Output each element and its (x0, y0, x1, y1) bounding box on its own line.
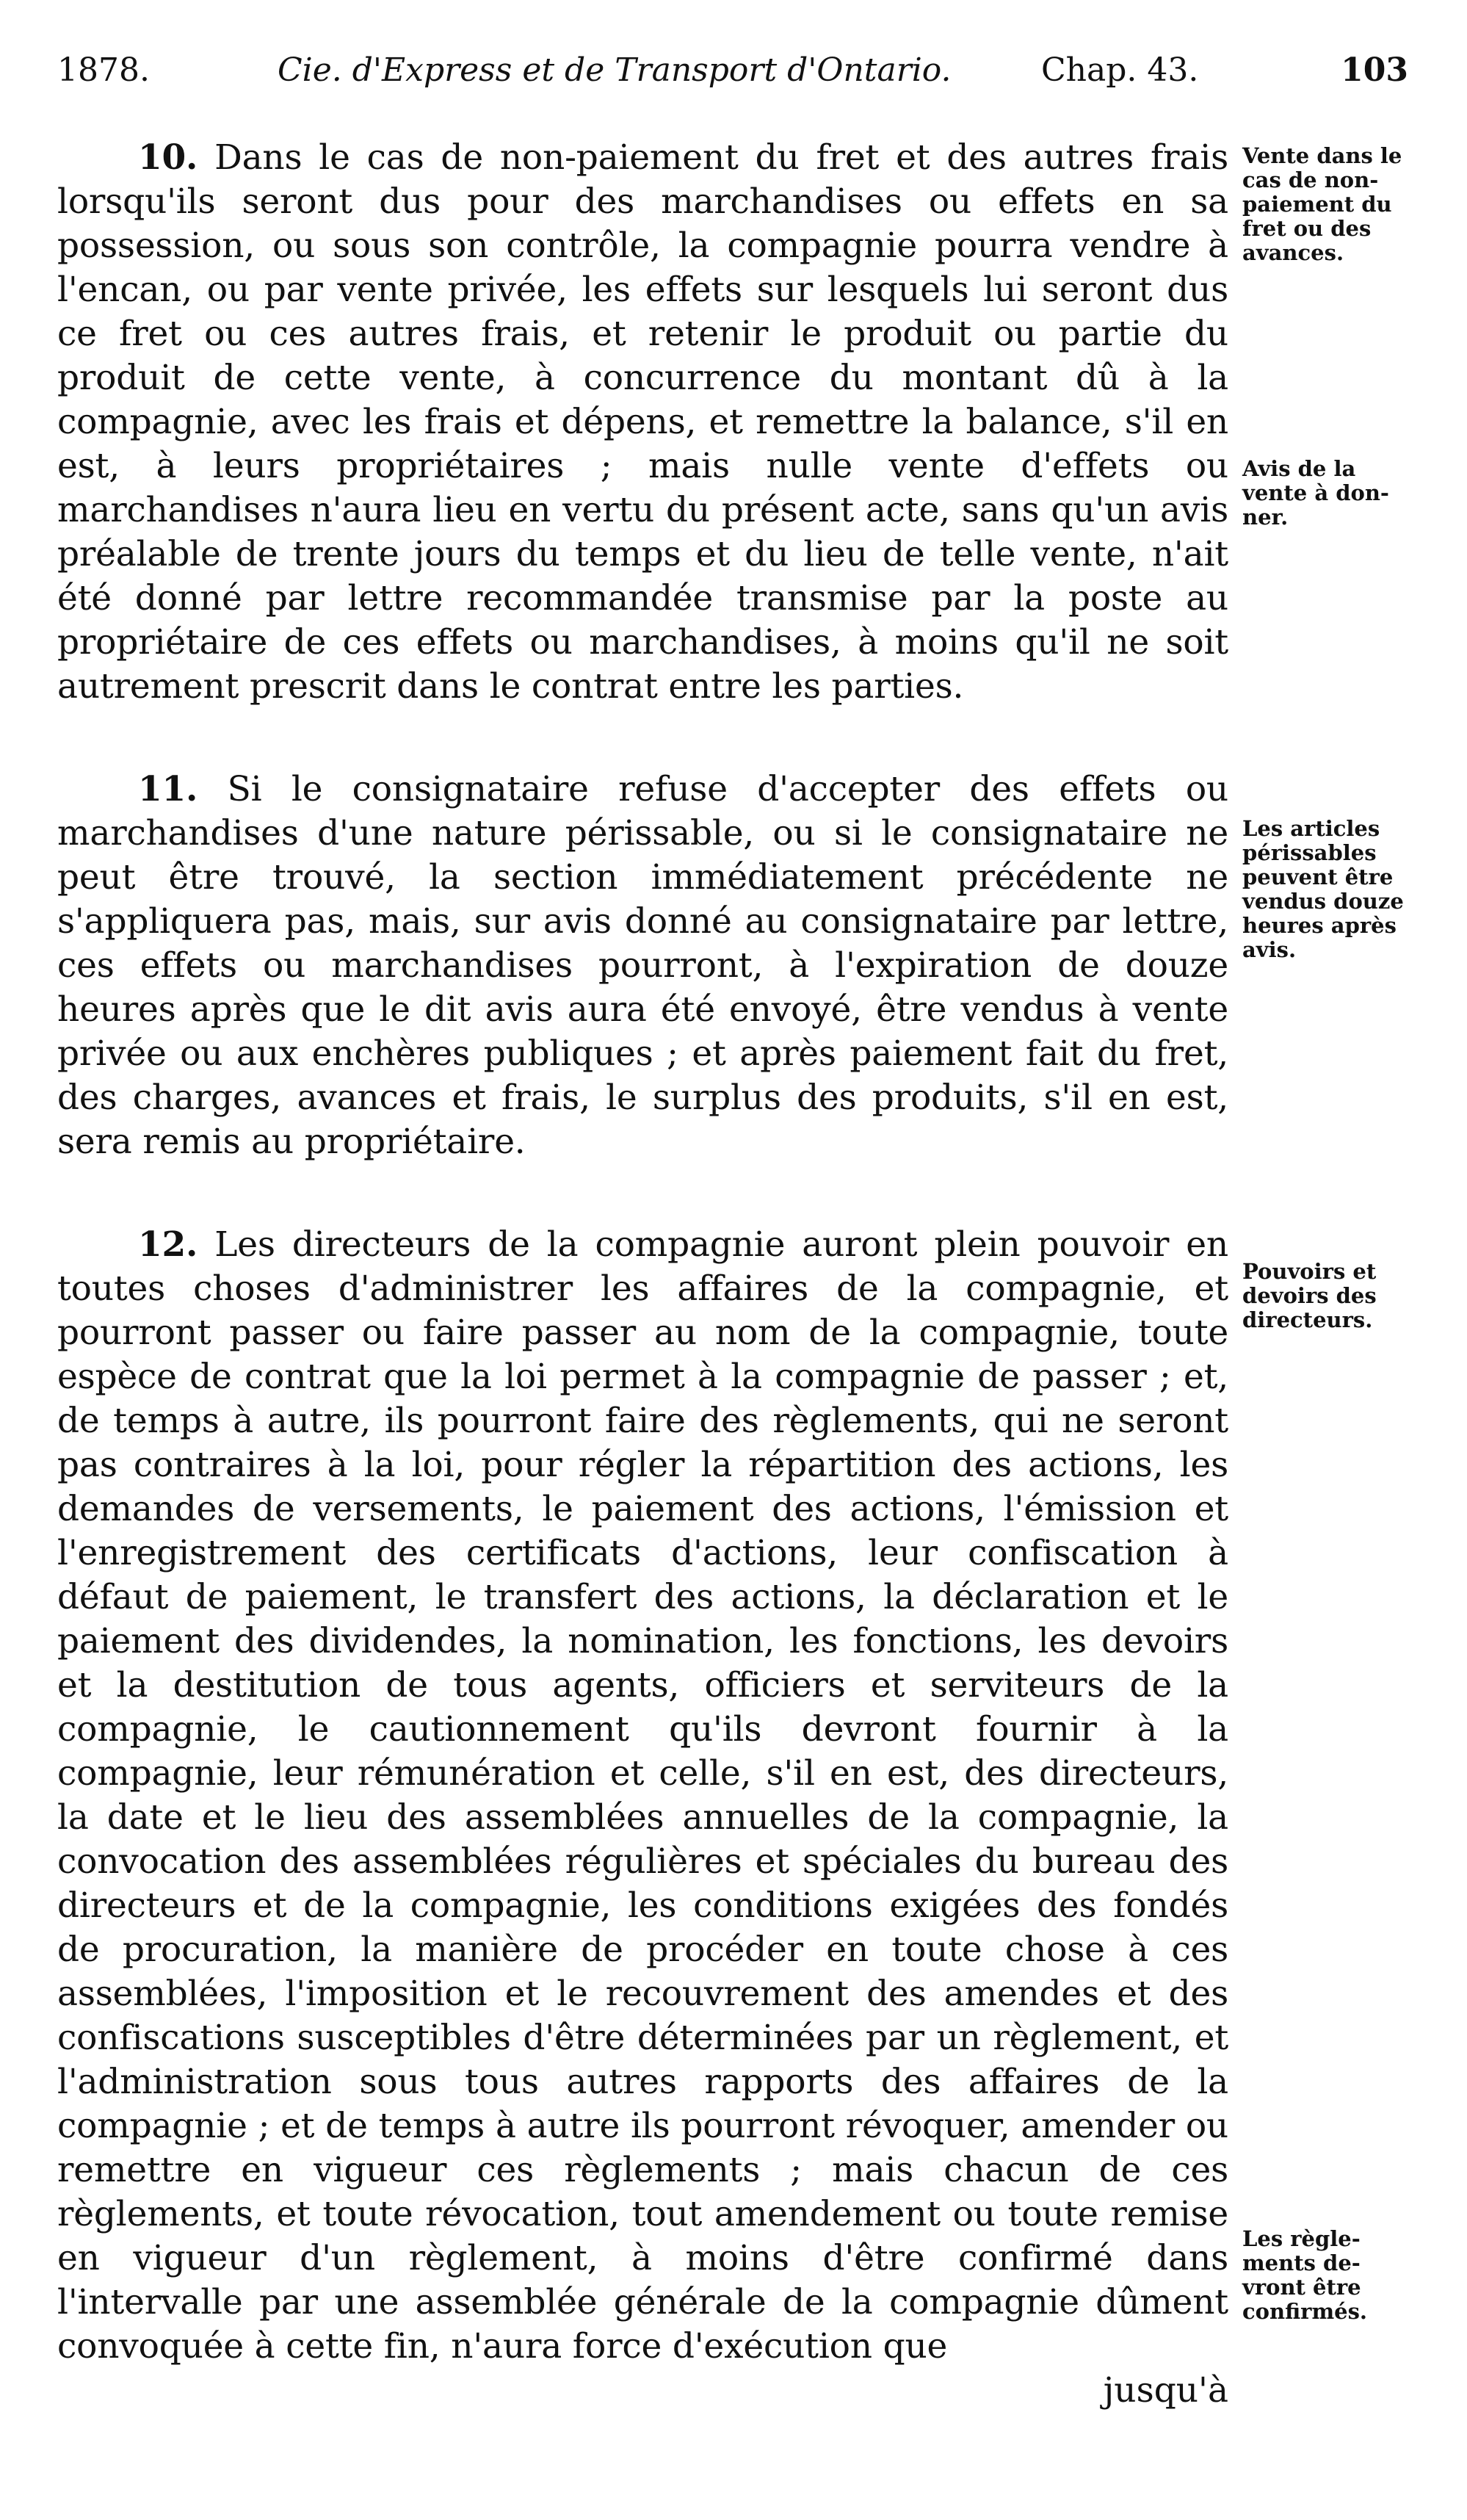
margin-note-line: paiement du (1242, 192, 1392, 217)
header-chapter: Chap. 43. (1041, 51, 1199, 89)
margin-note-line: vente à don- (1242, 480, 1389, 505)
section-text: Dans le cas de non-paiement du fret et des autres frais lorsqu'ils seront dus pour des marchandises ou effets en sa possession, ou sous son contrôle, la compagnie pourra vendre à l'encan, ou par vente privée, les effets sur lesquels lui seront dus ce fret ou ces autres frais, et retenir le produit ou partie du produit de cette vente, à concurrence du montant dû à la compagnie, avec les frais et dépens, et remettre la balance, s'il en est, à leurs propriétaires ; mais nulle vente d'effets ou marchandises n'aura lieu en vertu du présent acte, sans qu'un avis préalable de trente jours du temps et du lieu de telle vente, n'ait été donné par lettre recommandée transmise par la poste au propriétaire de ces effets ou marchandises, à moins qu'il ne soit autrement prescrit dans le contrat entre les parties. (57, 137, 1228, 707)
section-12 (57, 1223, 1228, 2413)
margin-note-line: directeurs. (1242, 1307, 1373, 1332)
section-11 (57, 768, 1228, 1164)
section-paragraph (57, 768, 1228, 1164)
margin-note-line: ments de- (1242, 2250, 1361, 2275)
margin-note-directors (1242, 1260, 1455, 1332)
margin-note-line: avances. (1242, 240, 1344, 265)
margin-note-line: avis. (1242, 937, 1297, 962)
margin-note-notice (1242, 457, 1455, 530)
section-paragraph (57, 1223, 1228, 2369)
margin-note-line: confirmés. (1242, 2299, 1368, 2324)
margin-note-line: ner. (1242, 505, 1289, 530)
margin-note-bylaws (1242, 2227, 1455, 2324)
header-year: 1878. (57, 51, 150, 89)
header-title: Cie. d'Express et de Transport d'Ontario. (278, 51, 952, 89)
page-number: 103 (1341, 51, 1408, 89)
margin-note-line: peuvent être (1242, 864, 1394, 889)
section-number: 11. (138, 769, 198, 809)
margin-note-line: Vente dans le (1242, 143, 1402, 168)
catchword: jusqu'à (1103, 2370, 1228, 2411)
margin-note-line: vront être (1242, 2275, 1361, 2300)
margin-note-line: cas de non- (1242, 167, 1379, 192)
section-number: 12. (138, 1224, 198, 1265)
margin-note-line: périssables (1242, 840, 1377, 865)
section-text: Si le consignataire refuse d'accepter des effets ou marchandises d'une nature périssable, ou si le consignataire ne peut être trouvé, la section immédiatement précédente ne s'appliquera pas, mais, sur avis donné au consignataire par lettre, ces effets ou marchandises pourront, à l'expiration de douze heures après que le dit avis aura été envoyé, être vendus à vente privée ou aux enchères publiques ; et après paiement fait du fret, des charges, avances et frais, le surplus des produits, s'il en est, sera remis au propriétaire. (57, 769, 1229, 1162)
running-header (57, 51, 1408, 103)
margin-note-line: vendus douze (1242, 889, 1404, 914)
margin-note-line: devoirs des (1242, 1283, 1377, 1308)
margin-note-sale (1242, 144, 1455, 265)
section-text: Les directeurs de la compagnie auront plein pouvoir en toutes choses d'administrer les affaires de la compagnie, et pourront passer ou faire passer au nom de la compagnie, toute espèce de contrat que la loi permet à la compagnie de passer ; et, de temps à autre, ils pourront faire des règlements, qui ne seront pas contraires à la loi, pour régler la répartition des actions, les demandes de versements, le paiement des actions, l'émission et l'enregistrement des certificats d'actions, leur confiscation à défaut de paiement, le transfert des actions, la déclaration et le paiement des dividendes, la nomination, les fonctions, les devoirs et la destitution de tous agents, officiers et serviteurs de la compagnie, le cautionnement qu'ils devront fournir à la compagnie, leur rémunération et celle, s'il en est, des directeurs, la date et le lieu des assemblées annuelles de la compagnie, la convocation des assemblées régulières et spéciales du bureau des directeurs et de la compagnie, les conditions exigées des fondés de procuration, la manière de procéder en toute chose à ces assemblées, l'imposition et le recouvrement des amendes et des confiscations susceptibles d'être déterminées par un règlement, et l'administration sous tous autres rapports des affaires de la compagnie ; et de temps à autre ils pourront révoquer, amender ou remettre en vigueur ces règlements ; mais chacun de ces règlements, et toute révocation, tout amendement ou toute remise en vigueur d'un règlement, à moins d'être confirmé dans l'intervalle par une assemblée générale de la compagnie dûment convoquée à cette fin, n'aura force d'exécution que (57, 1224, 1228, 2366)
section-10 (57, 136, 1228, 709)
section-paragraph (57, 136, 1228, 709)
margin-note-line: heures après (1242, 913, 1397, 938)
margin-note-line: fret ou des (1242, 216, 1372, 241)
margin-note-line: Les règle- (1242, 2226, 1361, 2251)
margin-note-line: Pouvoirs et (1242, 1259, 1377, 1284)
section-number: 10. (138, 137, 198, 178)
margin-note-line: Les articles (1242, 816, 1380, 841)
margin-note-line: Avis de la (1242, 456, 1356, 481)
main-text (57, 136, 1228, 2472)
margin-note-perishable (1242, 817, 1455, 962)
